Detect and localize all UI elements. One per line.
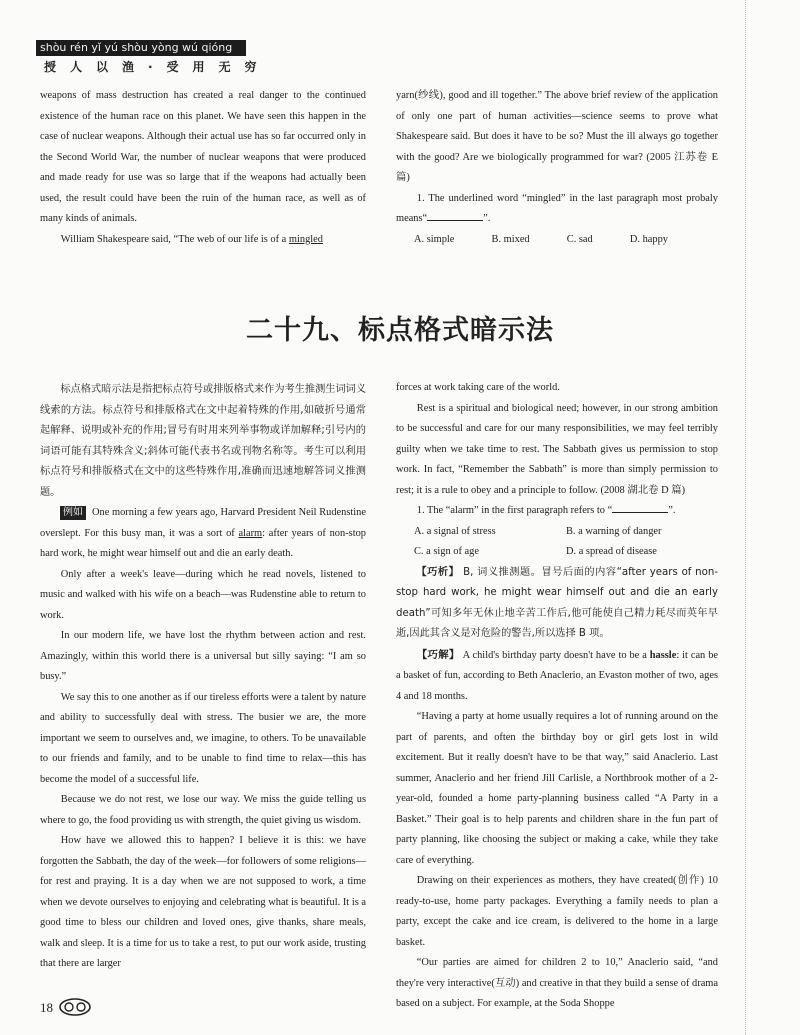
publisher-logo-icon [58, 997, 92, 1017]
answer-options-row [396, 522, 718, 543]
analysis-tag: 【巧析】 [416, 566, 460, 578]
header-hanzi [36, 58, 271, 76]
question [396, 501, 718, 522]
analysis-paragraph [396, 563, 718, 645]
mid-right-column [396, 378, 718, 1015]
paragraph: In our modern life, we have lost the rhythm between action and rest. Amazingly, within this world there is a universal but silly saying: “I am so busy.” [40, 630, 366, 682]
paragraph-text: William Shakespeare said, “The web of our life is of a [60, 233, 289, 245]
solve-text-cont: : it can be a basket of fun, according to Beth Anaclerio, an Evaston mother of two, ages 4 and 18 months. [396, 649, 718, 702]
header-hanzi-text: 授人以渔·受用无穷 [44, 60, 271, 74]
top-left-column [40, 86, 366, 250]
underlined-word: mingled [288, 233, 323, 245]
answer-options-row [396, 542, 718, 563]
paragraph: We say this to one another as if our tireless efforts were a talent by nature and ability to successfully deal with stress. The busier we are, the more important we seem to ourselves and, we imagine, to others. To be unavailable to our friends and family, and to be unable to find time to relax—this has become the model of a successful life. [40, 691, 366, 785]
running-header [36, 40, 271, 78]
option: C. sad [566, 233, 593, 245]
answer-blank [427, 210, 483, 221]
option: D. a spread of disease [566, 546, 657, 557]
question-end: ”. [483, 213, 491, 224]
example-tag: 例如 [60, 506, 86, 520]
question-end: ”. [668, 505, 676, 516]
question [396, 189, 718, 230]
example-text-cont: : after years of non-stop hard work, he might wear himself out and die an early death. [40, 527, 366, 559]
paragraph: How have we allowed this to happen? I believe it is this: we have forgotten the Sabbath, the day of the week—for followers of some religions—for rest and praying. It is a day when we are not supposed to work, a time when we devote ourselves to enjoying and celebrating what is beautiful. It is a good time to bless our children and loved ones, give thanks, share meals, walk and sleep. It is a time for us to take a rest, to put our work aside, trusting that there are larger [40, 835, 366, 969]
analysis-text: B, 词义推测题。冒号后面的内容“after years of non-stop hard work, he might wear himself out and die an early death”可知多年无休止地辛苦工作后,他可能使自己精力耗尽而英年早逝,因此其含义是对危险的警告,所以选择 B 项。 [396, 566, 718, 639]
example-text: One morning a few years ago, Harvard President Neil Rudenstine overslept. For this busy man, it was a sort of [40, 507, 366, 539]
underlined-word: alarm [238, 527, 263, 539]
page-number: 18 [40, 1000, 53, 1015]
paragraph: Because we do not rest, we lose our way. We miss the guide telling us where to go, the food providing us with strength, the quiet giving us wisdom. [40, 794, 366, 826]
question-text: 1. The “alarm” in the first paragraph refers to “ [416, 505, 613, 516]
paragraph: yarn(纱线), good and ill together.” The above brief review of the application of only one part of human activities—science seems to prove what Shakespeare said. But does it have to be so? Must the ill always go together with the good? Are we biologically programmed for war? (2005 江苏卷 E 篇) [396, 90, 718, 183]
mid-left-column [40, 380, 366, 975]
paragraph: forces at work taking care of the world. [396, 382, 560, 393]
option: A. simple [414, 233, 455, 245]
solve-paragraph [396, 645, 718, 708]
paragraph: Only after a week's leave—during which he read novels, listened to music and walked with his wife on a beach—was Rudenstine able to return to work. [40, 568, 366, 621]
option: D. happy [629, 233, 668, 245]
example-paragraph [40, 503, 366, 565]
option: A. a signal of stress [414, 525, 496, 537]
answer-options [396, 230, 718, 251]
header-pinyin: shòu rén yǐ yú shòu yòng wú qióng [36, 40, 246, 56]
bold-word: hassle [649, 649, 677, 661]
solve-text: A child's birthday party doesn't have to be a [459, 649, 650, 661]
question-text: 1. The underlined word “mingled” in the last paragraph most probaly means“ [396, 192, 718, 224]
paragraph: Drawing on their experiences as mothers, they have created(创作) 10 ready-to-use, home party packages. Everything a family needs to plan a party, except the cake and ice cream, is delivered to the home in a large basket. [396, 875, 718, 948]
option: B. a warning of danger [566, 525, 662, 537]
paragraph: “Our parties are aimed for children 2 to 10,” Anaclerio said, “and they're very interactive(互动) and creative in that they build a sense of drama based on a subject. For example, at the Soda Shoppe [396, 957, 718, 1009]
section-title: 二十九、标点格式暗示法 [246, 315, 554, 346]
option: C. a sign of age [414, 546, 479, 557]
paragraph: Rest is a spiritual and biological need; however, in our strong ambition to be successful and care for our many responsibilities, we may feel terribly guilty when we take time to rest. The Sabbath gives us permission to stop work. In fact, “Remember the Sabbath” is more than simply permission to rest; it is a rule to obey and a principle to follow. (2008 湖北卷 D 篇) [396, 402, 718, 496]
option: B. mixed [491, 233, 530, 245]
paragraph: weapons of mass destruction has created a real danger to the continued existence of the human race on this planet. We have seen this happen in the case of nuclear weapons. Although their actual use has so far occurred only in the Second World War, the number of nuclear weapons that were produced and made ready for use was so large that if the weapons had actually been used, the result could have been the ruin of the human race, as well as of many kinds of animals. [40, 90, 366, 224]
page-edge-divider [745, 0, 746, 1035]
paragraph [40, 230, 366, 251]
top-right-column [396, 86, 718, 250]
solve-tag: 【巧解】 [416, 648, 460, 661]
paragraph: “Having a party at home usually requires a lot of running around on the part of parents, and often the birthday boy or girl gets lost in wild excitement. But it really doesn't have to be that way,” said Anaclerio. Last summer, Anaclerio and her friend Jill Carlisle, a Northbrook mother of a 2-year-old, founded a home party-planning business called “A Party in a Basket.” Their goal is to help parents and children share in the fun part of party planning, like choosing the subject or making a cake, while they take care of everything. [396, 711, 718, 866]
answer-blank [612, 502, 668, 513]
intro-paragraph: 标点格式暗示法是指把标点符号或排版格式来作为考生推测生词词义线索的方法。标点符号和排版格式在文中起着特殊的作用,如破折号通常起解释、说明或补充的作用;冒号有时用来列举事物或详加解释;引号内的词语可能有其特殊含义;斜体可能代表书名或刊物名称等。考生可以利用标点符号和排版格式在文中的这些特殊作用,准确而迅速地解答词义推测题。 [40, 384, 367, 498]
